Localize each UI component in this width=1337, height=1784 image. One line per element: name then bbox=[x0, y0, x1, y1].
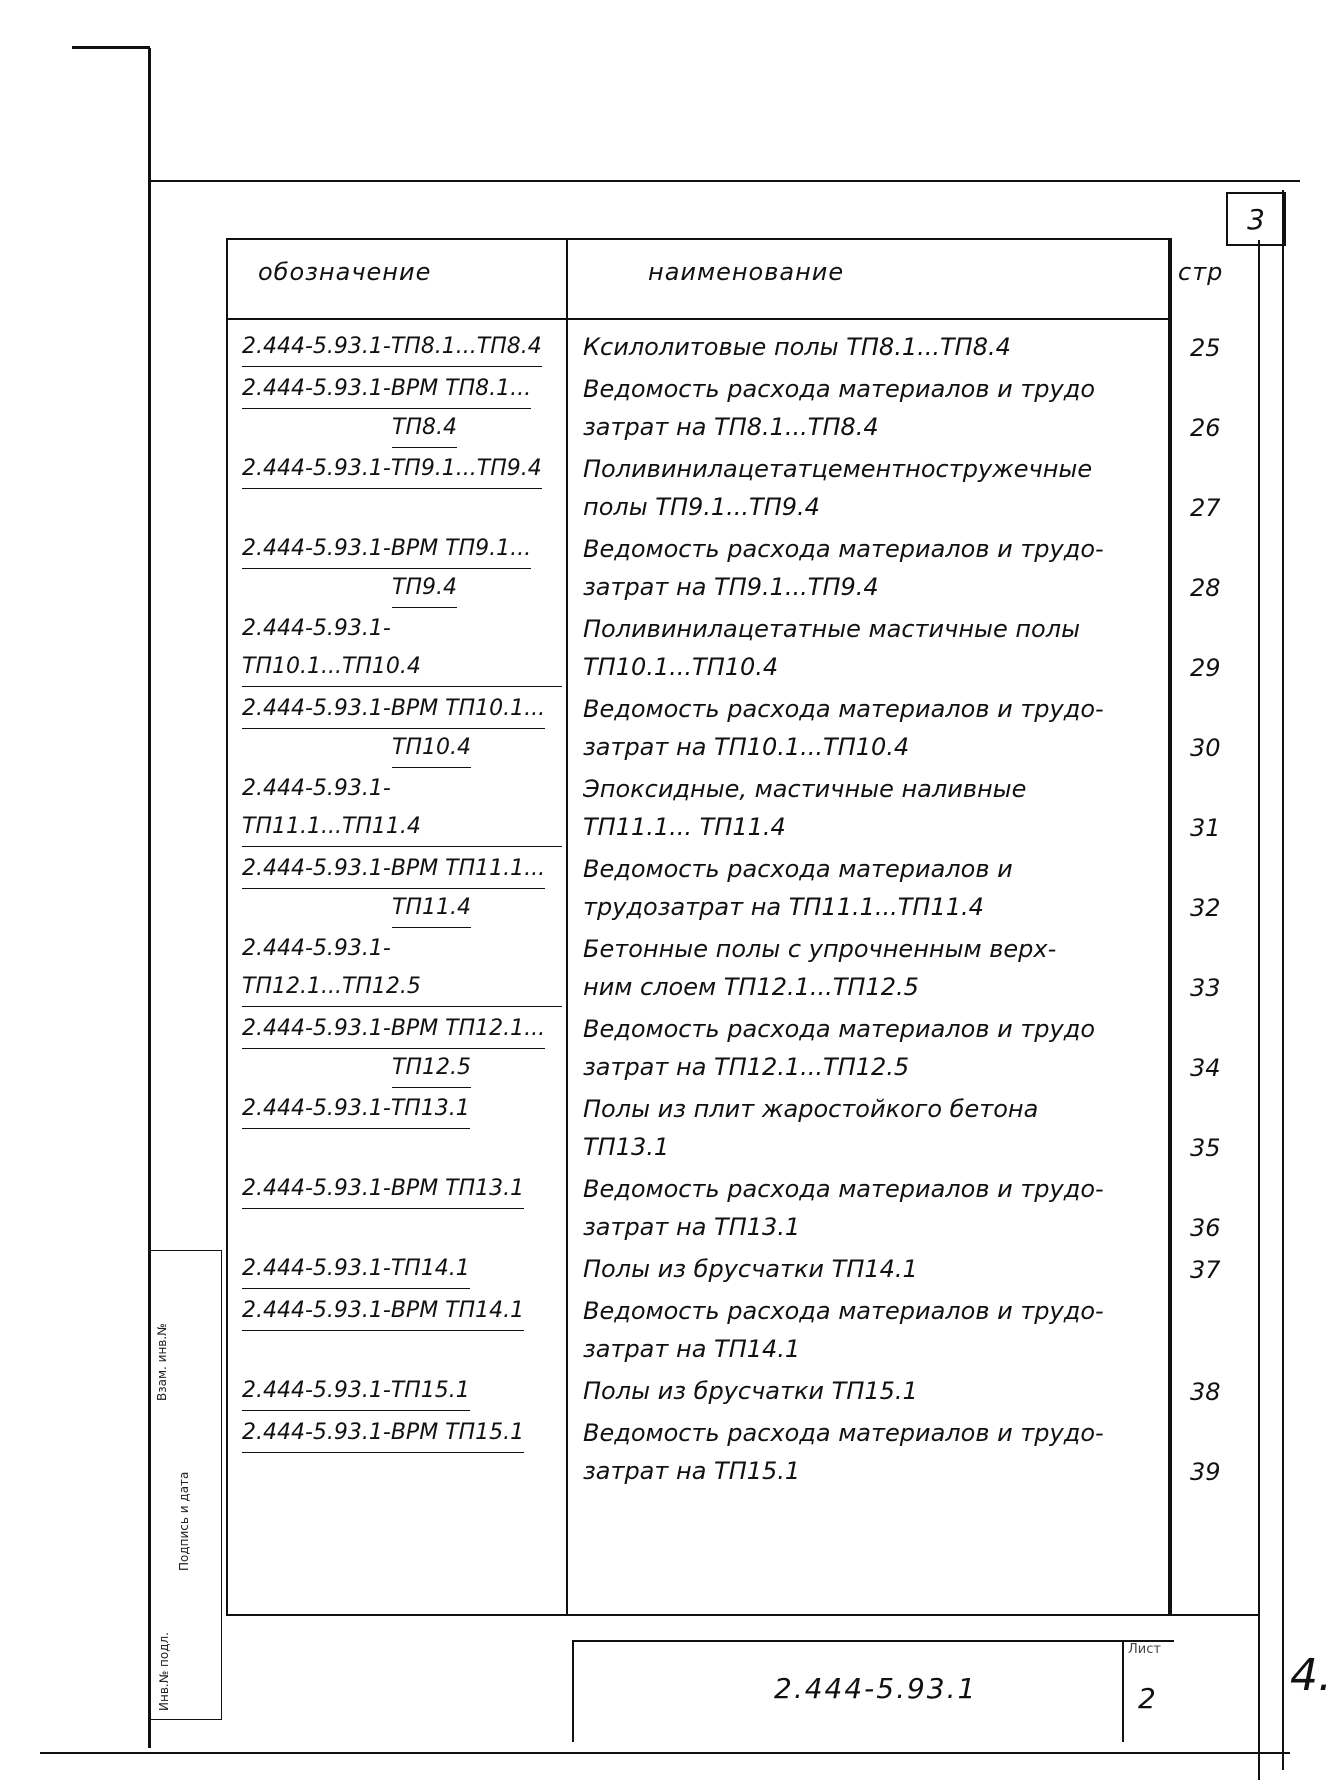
entry-designation bbox=[242, 1010, 562, 1088]
designation-line: 2.444-5.93.1-ВРМ ТП9.1... bbox=[242, 530, 531, 569]
designation-line: 2.444-5.93.1-ТП10.1...ТП10.4 bbox=[242, 610, 562, 687]
name-line: затрат на ТП10.1...ТП10.4 bbox=[583, 733, 910, 761]
name-line: Поливинилацетатцементностружечные bbox=[583, 455, 1093, 483]
designation-line: 2.444-5.93.1-ТП11.1...ТП11.4 bbox=[242, 770, 562, 847]
side-label-2: Подпись и дата bbox=[177, 1471, 191, 1571]
entry-name bbox=[583, 1090, 1163, 1166]
designation-line: 2.444-5.93.1-ТП9.1...ТП9.4 bbox=[242, 450, 542, 489]
name-line: ТП10.1...ТП10.4 bbox=[583, 653, 779, 681]
name-line: ним слоем ТП12.1...ТП12.5 bbox=[583, 973, 919, 1001]
table-row bbox=[228, 530, 1221, 606]
designation-line: 2.444-5.93.1-ВРМ ТП10.1... bbox=[242, 690, 545, 729]
name-line: Ведомость расхода материалов и трудо- bbox=[583, 695, 1104, 723]
name-line: Ведомость расхода материалов и трудо- bbox=[583, 535, 1104, 563]
entry-name bbox=[583, 1292, 1163, 1368]
designation-line: 2.444-5.93.1-ТП8.1...ТП8.4 bbox=[242, 328, 542, 367]
entry-page: 31 bbox=[1190, 814, 1221, 842]
entry-page: 28 bbox=[1190, 574, 1221, 602]
corner-handwritten-mark: 4. bbox=[1290, 1650, 1332, 1701]
name-line: Ведомость расхода материалов и трудо- bbox=[583, 1419, 1104, 1447]
designation-line: ТП11.4 bbox=[392, 889, 471, 928]
entry-designation bbox=[242, 610, 562, 687]
name-line: Поливинилацетатные мастичные полы bbox=[583, 615, 1081, 643]
sheet-number: 3 bbox=[1226, 192, 1286, 246]
entry-designation bbox=[242, 1292, 562, 1331]
name-line: Бетонные полы с упрочненным верх- bbox=[583, 935, 1057, 963]
entry-page: 34 bbox=[1190, 1054, 1221, 1082]
entry-designation bbox=[242, 370, 562, 448]
entry-name bbox=[583, 530, 1163, 606]
entry-name bbox=[583, 690, 1163, 766]
table-row bbox=[228, 370, 1221, 446]
table-row bbox=[228, 1292, 1170, 1368]
entry-page: 39 bbox=[1190, 1458, 1221, 1486]
frame-top-line bbox=[72, 46, 150, 49]
header-designation: обозначение bbox=[258, 258, 432, 286]
table-row bbox=[228, 930, 1221, 1006]
entry-name bbox=[583, 1010, 1163, 1086]
name-line: Ксилолитовые полы ТП8.1...ТП8.4 bbox=[583, 333, 1011, 361]
frame-right-line bbox=[1282, 190, 1284, 1770]
entry-page: 37 bbox=[1190, 1256, 1221, 1284]
table-row bbox=[228, 850, 1221, 926]
entry-name bbox=[583, 850, 1163, 926]
name-line: Эпоксидные, мастичные наливные bbox=[583, 775, 1027, 803]
entry-page: 29 bbox=[1190, 654, 1221, 682]
name-line: Ведомость расхода материалов и трудо- bbox=[583, 1297, 1104, 1325]
entry-name bbox=[583, 770, 1163, 846]
designation-line: 2.444-5.93.1-ВРМ ТП8.1... bbox=[242, 370, 531, 409]
name-line: ТП13.1 bbox=[583, 1133, 670, 1161]
frame-header-line bbox=[150, 180, 1300, 182]
entry-designation bbox=[242, 450, 562, 489]
table-row bbox=[228, 770, 1221, 846]
side-label-3: Взам. инв.№ bbox=[155, 1323, 169, 1401]
table-row bbox=[228, 1010, 1221, 1086]
entry-name bbox=[583, 610, 1163, 686]
table-row bbox=[228, 1372, 1221, 1410]
table-row bbox=[228, 1170, 1221, 1246]
designation-line: 2.444-5.93.1-ВРМ ТП11.1... bbox=[242, 850, 545, 889]
table-row bbox=[228, 1090, 1221, 1166]
name-line: ТП11.1... ТП11.4 bbox=[583, 813, 786, 841]
entry-page: 38 bbox=[1190, 1378, 1221, 1406]
name-line: Полы из плит жаростойкого бетона bbox=[583, 1095, 1039, 1123]
entry-page: 25 bbox=[1190, 334, 1221, 362]
entry-page: 35 bbox=[1190, 1134, 1221, 1162]
name-line: затрат на ТП14.1 bbox=[583, 1335, 801, 1363]
entry-designation bbox=[242, 1090, 562, 1129]
name-line: Ведомость расхода материалов и трудо bbox=[583, 375, 1096, 403]
entry-page: 33 bbox=[1190, 974, 1221, 1002]
designation-line: 2.444-5.93.1-ТП14.1 bbox=[242, 1250, 470, 1289]
title-block bbox=[572, 1640, 1174, 1742]
name-line: затрат на ТП12.1...ТП12.5 bbox=[583, 1053, 910, 1081]
document-code: 2.444-5.93.1 bbox=[774, 1672, 978, 1705]
entry-designation bbox=[242, 690, 562, 768]
table-row bbox=[228, 690, 1221, 766]
entry-name bbox=[583, 370, 1163, 446]
entry-designation bbox=[242, 1170, 562, 1209]
entry-designation bbox=[242, 930, 562, 1007]
entry-page: 27 bbox=[1190, 494, 1221, 522]
entry-page: 26 bbox=[1190, 414, 1221, 442]
entry-name bbox=[583, 930, 1163, 1006]
header-name: наименование bbox=[648, 258, 845, 286]
name-line: затрат на ТП8.1...ТП8.4 bbox=[583, 413, 879, 441]
designation-line: 2.444-5.93.1-ВРМ ТП12.1... bbox=[242, 1010, 545, 1049]
name-line: трудозатрат на ТП11.1...ТП11.4 bbox=[583, 893, 984, 921]
name-line: Полы из брусчатки ТП14.1 bbox=[583, 1255, 918, 1283]
name-line: Полы из брусчатки ТП15.1 bbox=[583, 1377, 918, 1405]
entry-page: 36 bbox=[1190, 1214, 1221, 1242]
entry-name bbox=[583, 328, 1163, 366]
header-page: стр bbox=[1178, 258, 1224, 286]
designation-line: 2.444-5.93.1-ТП15.1 bbox=[242, 1372, 470, 1411]
designation-line: 2.444-5.93.1-ВРМ ТП13.1 bbox=[242, 1170, 524, 1209]
header-rule bbox=[228, 318, 1170, 320]
table-row bbox=[228, 610, 1221, 686]
frame-bottom-line bbox=[40, 1752, 1290, 1754]
table-row bbox=[228, 1250, 1221, 1288]
table-right-outer-line bbox=[1258, 240, 1260, 1780]
name-line: затрат на ТП9.1...ТП9.4 bbox=[583, 573, 879, 601]
entry-designation bbox=[242, 850, 562, 928]
name-line: Ведомость расхода материалов и bbox=[583, 855, 1013, 883]
designation-line: 2.444-5.93.1-ВРМ ТП14.1 bbox=[242, 1292, 524, 1331]
designation-line: 2.444-5.93.1-ВРМ ТП15.1 bbox=[242, 1414, 524, 1453]
table-row bbox=[228, 450, 1221, 526]
designation-line: ТП12.5 bbox=[392, 1049, 471, 1088]
sheet-label: Лист bbox=[1128, 1642, 1161, 1657]
designation-line: 2.444-5.93.1-ТП13.1 bbox=[242, 1090, 470, 1129]
name-line: Ведомость расхода материалов и трудо- bbox=[583, 1175, 1104, 1203]
entry-name bbox=[583, 1372, 1163, 1410]
designation-line: ТП8.4 bbox=[392, 409, 457, 448]
entry-page: 30 bbox=[1190, 734, 1221, 762]
side-stamp-strip bbox=[150, 1250, 222, 1720]
entry-designation bbox=[242, 530, 562, 608]
entry-name bbox=[583, 1170, 1163, 1246]
entry-name bbox=[583, 1414, 1163, 1490]
name-line: затрат на ТП13.1 bbox=[583, 1213, 801, 1241]
designation-line: ТП10.4 bbox=[392, 729, 471, 768]
name-line: полы ТП9.1...ТП9.4 bbox=[583, 493, 820, 521]
name-line: затрат на ТП15.1 bbox=[583, 1457, 801, 1485]
designation-line: ТП9.4 bbox=[392, 569, 457, 608]
sheet-value: 2 bbox=[1138, 1682, 1156, 1715]
designation-line: 2.444-5.93.1-ТП12.1...ТП12.5 bbox=[242, 930, 562, 1007]
entry-name bbox=[583, 1250, 1163, 1288]
table-row bbox=[228, 1414, 1221, 1490]
entry-designation bbox=[242, 770, 562, 847]
side-label-1: Инв.№ подл. bbox=[157, 1632, 171, 1711]
sheet-box bbox=[1122, 1642, 1174, 1742]
entry-name bbox=[583, 450, 1163, 526]
contents-table bbox=[226, 238, 1224, 1616]
entry-designation bbox=[242, 1372, 562, 1411]
entry-page: 32 bbox=[1190, 894, 1221, 922]
entry-designation bbox=[242, 1250, 562, 1289]
name-line: Ведомость расхода материалов и трудо bbox=[583, 1015, 1096, 1043]
entry-designation bbox=[242, 1414, 562, 1453]
entry-designation bbox=[242, 328, 562, 367]
table-row bbox=[228, 328, 1221, 366]
